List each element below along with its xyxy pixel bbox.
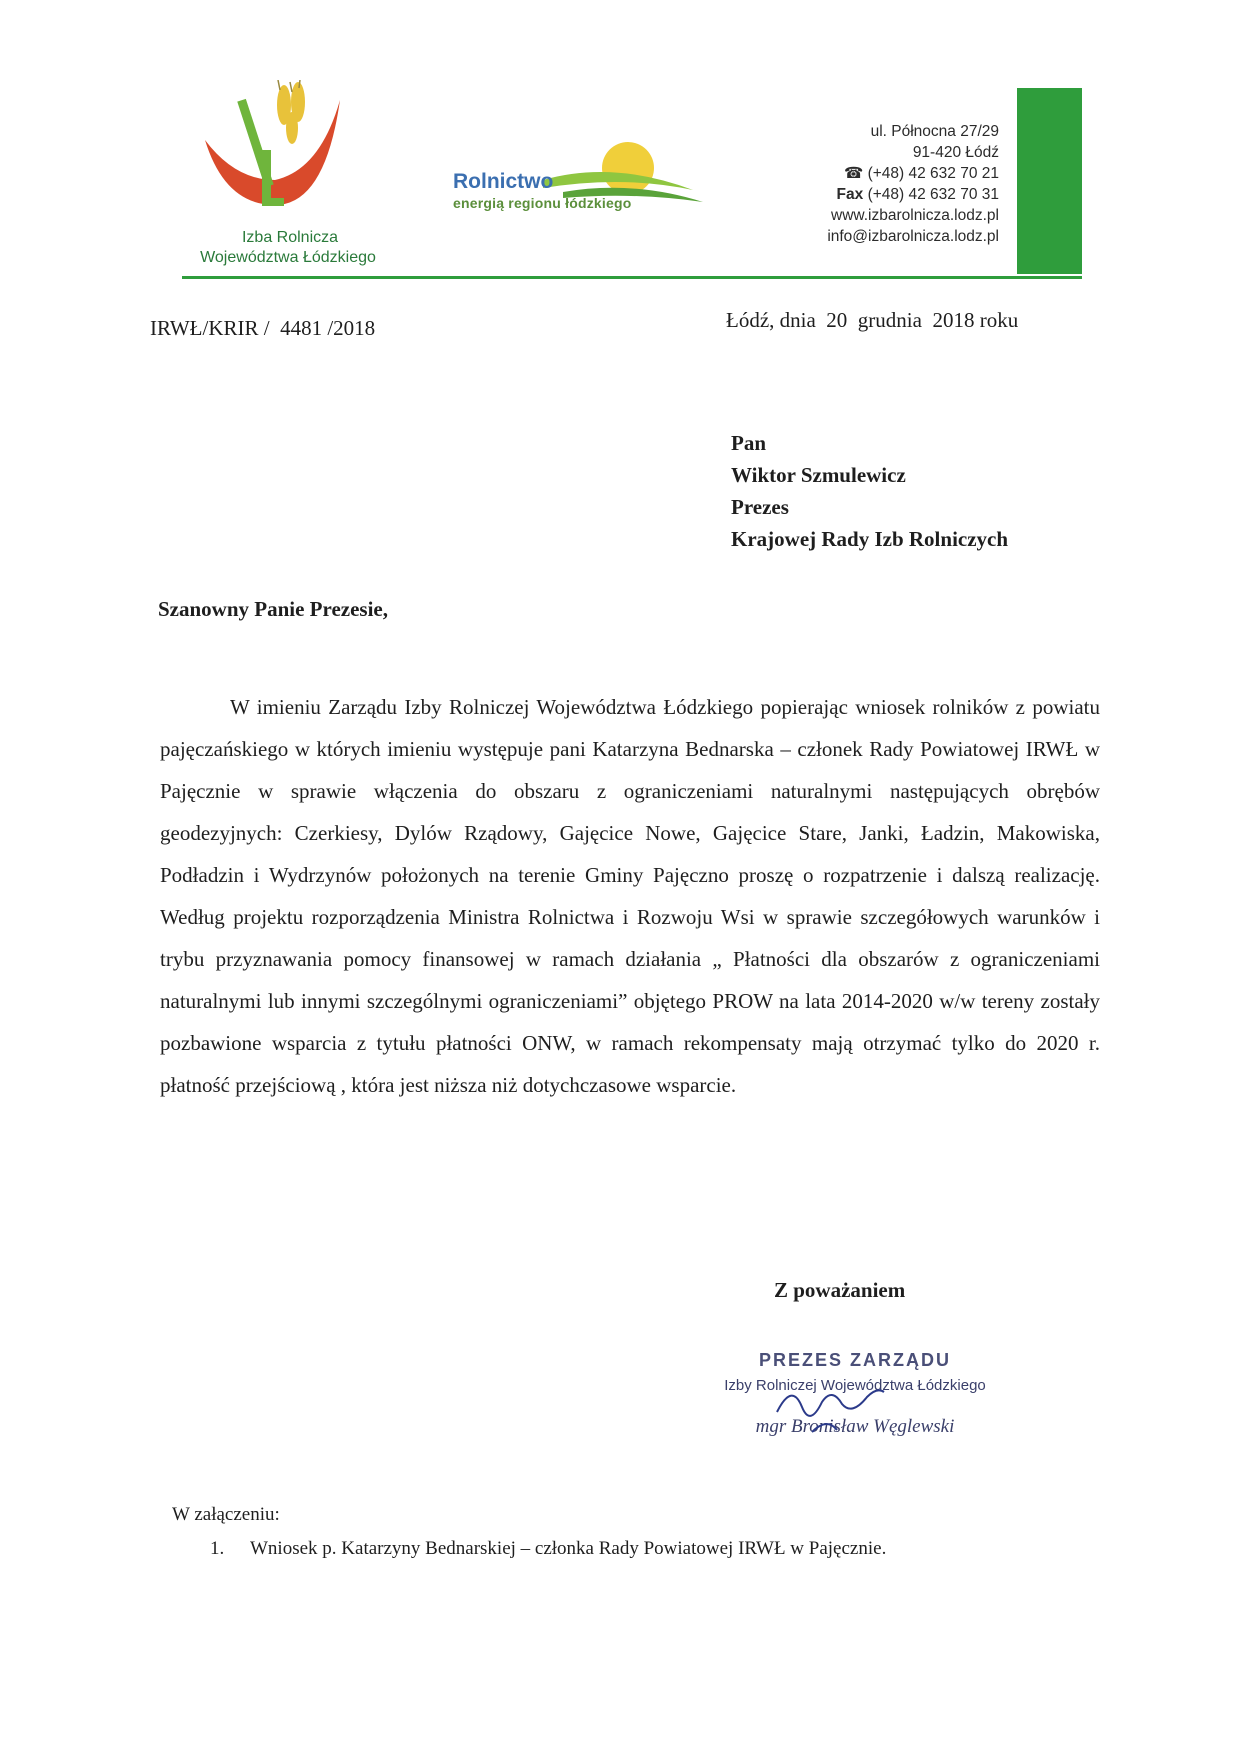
- brand-logo: [453, 140, 703, 220]
- handwritten-signature: [772, 1372, 892, 1442]
- address-fax: Fax (+48) 42 632 70 31: [836, 186, 999, 203]
- recipient-line: Krajowej Rady Izb Rolniczych: [731, 527, 1009, 551]
- address-street: ul. Północna 27/29: [870, 123, 999, 140]
- recipient-line: Prezes: [731, 495, 789, 519]
- address-city: 91-420 Łódź: [912, 144, 999, 161]
- brand-subtitle: energią regionu łódzkiego: [453, 195, 632, 211]
- letter-date: Łódź, dnia 20 grudnia 2018 roku: [726, 308, 1019, 332]
- recipient-line: Wiktor Szmulewicz: [731, 463, 906, 487]
- org-name-line1: Izba Rolnicza: [241, 229, 339, 246]
- closing: Z poważaniem: [774, 1278, 906, 1302]
- contact-address: [739, 121, 999, 247]
- phone-icon: ☎: [843, 165, 864, 182]
- list-item: [210, 1538, 886, 1560]
- letter-body: W imieniu Zarządu Izby Rolniczej Województwa Łódzkiego popierając wniosek rolników z powiatu pajęczańskiego w których imieniu występuje pani Katarzyna Bednarska – członek Rady Powiatowej IRWŁ w Pajęcznie w sprawie włączenia do obszaru z ograniczeniami naturalnymi następujących obrębów geodezyjnych: Czerkiesy, Dylów Rządowy, Gajęcice Nowe, Gajęcice Stare, Janki, Ładzin, Makowiska, Podładzin i Wydrzynów położonych na terenie Gminy Pajęczno proszę o rozpatrzenie i dalszą realizację. Według projektu rozporządzenia Ministra Rolnictwa i Rozwoju Wsi w sprawie szczegółowych warunków i trybu przyznawania pomocy finansowej w ramach działania „ Płatności dla obszarów z ograniczeniami naturalnymi lub innymi szczególnymi ograniczeniami” objętego PROW na lata 2014-2020 w/w tereny zostały pozbawione wsparcia z tytułu płatności ONW, w ramach rekompensaty mają otrzymać tylko do 2020 r. płatność przejściową , która jest niższa niż dotychczasowe wsparcie.: [160, 695, 1100, 1097]
- address-www[interactable]: www.izbarolnicza.lodz.pl: [831, 207, 999, 224]
- stamp-title: PREZES ZARZĄDU: [758, 1350, 951, 1370]
- salutation: Szanowny Panie Prezesie,: [158, 597, 388, 621]
- wheat-bowl-logo-icon: [200, 80, 360, 220]
- letterhead-green-bar: [1017, 88, 1082, 274]
- attachment-number: 1.: [210, 1538, 225, 1559]
- reference-number: IRWŁ/KRIR / 4481 /2018: [150, 316, 376, 340]
- recipient-line: Pan: [731, 431, 767, 455]
- recipient-block: [731, 427, 1008, 555]
- attachment-text: Wniosek p. Katarzyny Bednarskiej – członka Rady Powiatowej IRWŁ w Pajęcznie.: [250, 1538, 887, 1559]
- stamp-org: Izby Rolniczej Województwa Łódzkiego: [724, 1377, 986, 1394]
- org-name-line2: Województwa Łódzkiego: [200, 249, 376, 266]
- attachments-list: [210, 1538, 886, 1560]
- brand-title: Rolnictwo: [453, 170, 554, 193]
- stamp-name: mgr Bronisław Węglewski: [755, 1416, 955, 1437]
- attachments-heading: W załączeniu:: [172, 1504, 280, 1525]
- address-email[interactable]: info@izbarolnicza.lodz.pl: [827, 228, 999, 245]
- letterhead-rule: [182, 276, 1082, 279]
- address-phone: ☎ (+48) 42 632 70 21: [843, 165, 999, 182]
